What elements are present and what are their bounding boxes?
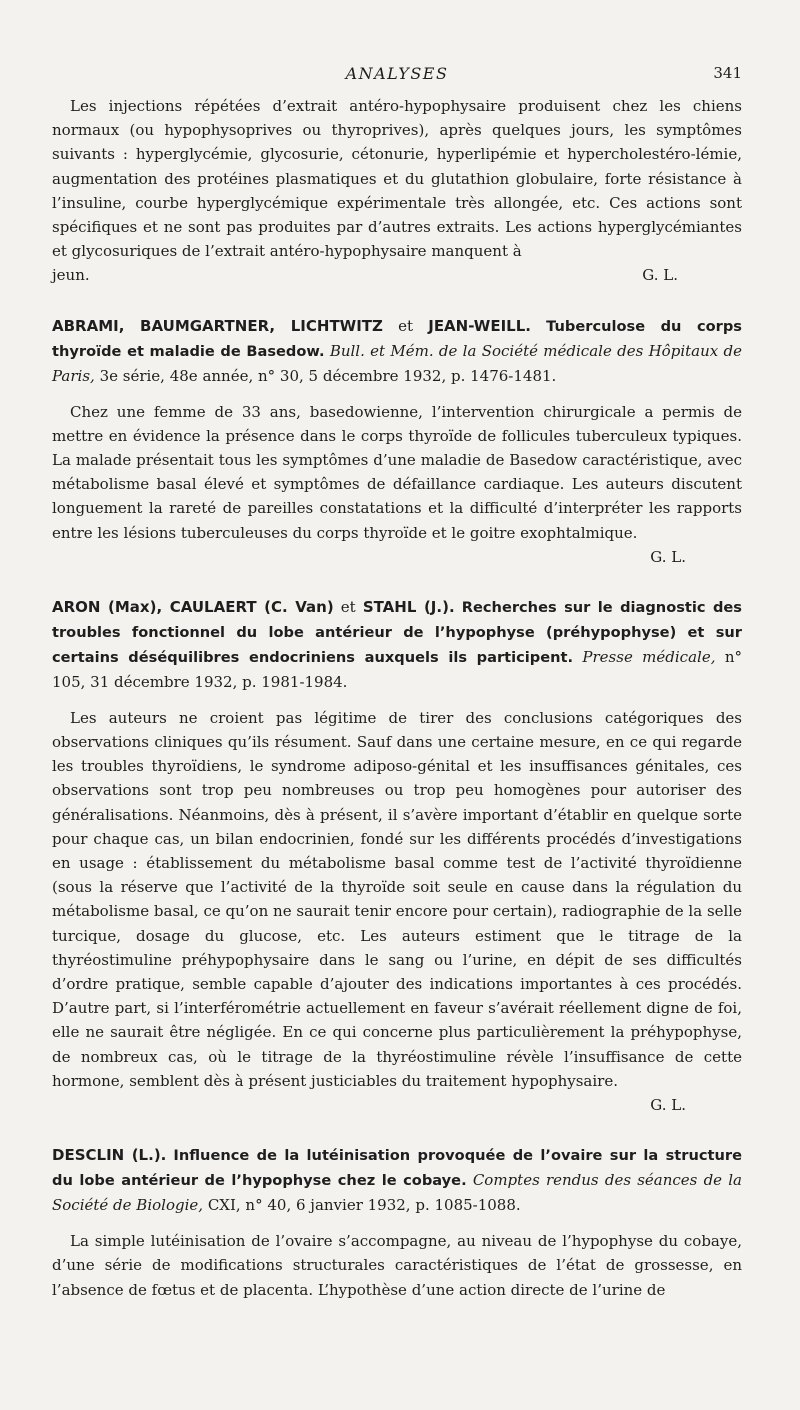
entry-body: Chez une femme de 33 ans, basedowienne, l’intervention chirurgicale a permis de mettre en évidence la présence dans le corps thyroïde de follicules tuberculeux typiques. La malade présentait tous les symptômes d’une maladie de Basedow caractéristique, avec métabolisme basal élevé et symptômes de défaillance cardiaque. Les auteurs discutent longuement la rareté de pareilles constatations et la difficulté d’interpréter les rapports entre les lésions tuberculeuses du corps thyroïde et le goitre exophtalmique. [52,402,742,542]
running-title: ANALYSES [345,64,449,83]
entry-journal: Bull. et Mém. de la Société médicale des Hôpitaux de Paris, [52,341,742,385]
entry-authors: ABRAMI, BAUMGARTNER, LICHTWITZ [52,316,383,335]
entry-authors-2: JEAN-WEILL. [428,316,531,335]
entry-authors-conj: et [398,316,414,335]
entry-reference: CXI, n° 40, 6 janvier 1932, p. 1085-1088. [207,1196,521,1215]
entry-signature: G. L. [650,1096,686,1115]
entry-authors: ARON (Max), CAULAERT (C. Van) [52,597,334,616]
entry-body: Les auteurs ne croient pas légitime de tirer des conclusions catégoriques des observations cliniques qu’ils résument. Sauf dans une certaine mesure, en ce qui regarde les troubles thyroïdiens, le syndrome adiposo-génital et les insuffisances génitales, ces observations sont trop peu nombreuses ou trop peu homogènes pour autoriser des généralisations. Néanmoins, dès à présent, il s’avère important d’établir en quelque sorte pour chaque cas, un bilan endocrinien, fondé sur les différents procédés d’investigations en usage : établissement du métabolisme basal comme test de l’activité thyroïdienne (sous la réserve que l’activité de la thyroïde soit seule en cause dans la régulation du métabolisme basal, ce qu’on ne saurait tenir encore pour certain), radiographie de la selle turcique, dosage du glucose, etc. Les auteurs estiment que le titrage de la thyréostimuline préhypophysaire dans le sang ou l’urine, en dépit de ses difficultés d’ordre pratique, semble capable d’ajouter des indications importantes à ces procédés. D’autre part, si l’interférométrie actuellement en faveur s’avérait réellement digne de foi, elle ne saurait être négligée. En ce qui concerne plus particulièrement la préhypophyse, de nombreux cas, où le titrage de la thyréostimuline révèle l’insuffisance de cette hormone, semblent dès à présent justiciables du traitement hypophysaire. [52,708,742,1090]
entry-article-title: Tuberculose du corps thyroïde et maladie de Basedow. [52,317,742,360]
entry-heading [52,1143,742,1217]
entry-heading [52,595,742,694]
intro-last-word: jeun. [52,266,90,285]
entry-body: La simple lutéinisation de l’ovaire s’accompagne, au niveau de l’hypophyse du cobaye, d’une série de modifications structurales caractéristiques de l’état de grossesse, en l’absence de fœtus et de placenta. L’hypothèse d’une action directe de l’urine de [52,1232,742,1299]
entry-journal: Comptes rendus des séances de la Société de Biologie, [52,1171,742,1215]
entry-authors-conj: et [340,597,356,616]
entry-journal: Presse médicale, [582,647,716,666]
entry-authors-2: STAHL (J.). [362,597,455,616]
entry-authors: DESCLIN (L.). [52,1146,167,1165]
entry-article-title: Recherches sur le diagnostic des troubles fonctionnel du lobe antérieur de l’hypophyse (préhypophyse) et sur certains déséquilibres endocriniens auxquels ils participent. [52,598,742,666]
intro-last-line [52,263,742,287]
entry-article-title: Influence de la lutéinisation provoquée de l’ovaire sur la structure du lobe antérieur de l’hypophyse chez le cobaye. [52,1147,742,1190]
entry-signature: G. L. [650,547,686,566]
entry-reference: n° 105, 31 décembre 1932, p. 1981-1984. [52,647,742,691]
entry-heading [52,314,742,388]
running-header [52,60,742,88]
page-number: 341 [713,64,742,82]
document-page [52,60,742,1302]
intro-signature: G. L. [642,266,678,285]
entry-reference: 3e série, 48e année, n° 30, 5 décembre 1932, p. 1476-1481. [99,366,557,385]
intro-paragraph: Les injections répétées d’extrait antéro-hypophysaire produisent chez les chiens normaux (ou hypophysoprives ou thyroprives), après quelques jours, les symptômes suivants : hyperglycémie, glycosurie, cétonurie, hyperlipémie et hypercholestéro-lémie, augmentation des protéines plasmatiques et du glutathion globulaire, forte résistance à l’insuline, courbe hyperglycémique expérimentale très allongée, etc. Ces actions sont spécifiques et ne sont pas produites par d’autres extraits. Les actions hyperglycémiantes et glycosuriques de l’extrait antéro-hypophysaire manquent à [52,97,742,261]
